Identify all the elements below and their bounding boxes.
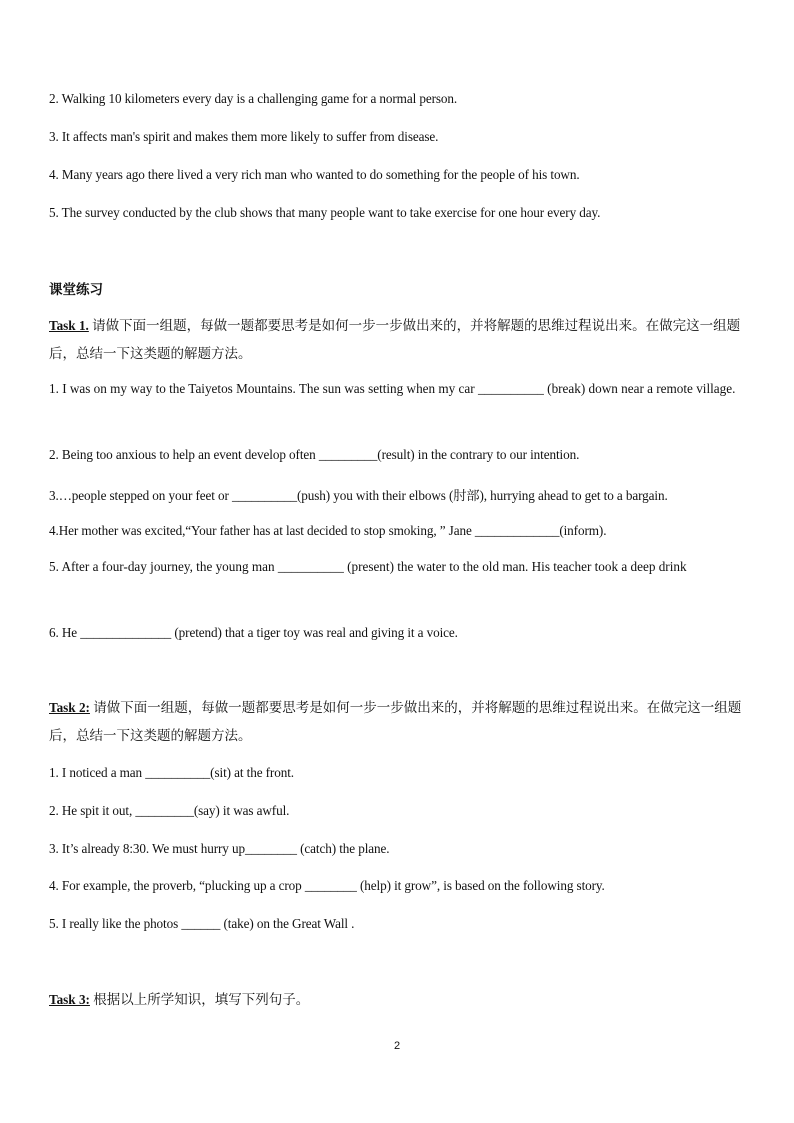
task1-item-5: 5. After a four-day journey, the young man __________ (present) the water to the old man. His teacher took a deep drink	[49, 559, 687, 574]
task1-item-2: 2. Being too anxious to help an event develop often _________(result) in the contrary to our intention.	[49, 447, 580, 462]
task2-instruction-block	[49, 694, 749, 750]
task1-item-1: 1. I was on my way to the Taiyetos Mountains. The sun was setting when my car __________ (break) down near a remote village.	[49, 381, 736, 396]
task2-item-5: 5. I really like the photos ______ (take) on the Great Wall .	[49, 916, 355, 931]
task2-item-1: 1. I noticed a man __________(sit) at the front.	[49, 765, 294, 780]
task2-item-4: 4. For example, the proverb, “plucking up a crop ________ (help) it grow”, is based on the following story.	[49, 878, 605, 893]
task1-item-6: 6. He ______________ (pretend) that a tiger toy was real and giving it a voice.	[49, 625, 458, 640]
sentence-4: 4. Many years ago there lived a very rich man who wanted to do something for the people of his town.	[49, 167, 580, 182]
task1-instruction-block	[49, 312, 749, 368]
page-number: 2	[393, 1040, 401, 1052]
task2-item-3: 3. It’s already 8:30. We must hurry up________ (catch) the plane.	[49, 841, 390, 856]
task2-instruction: 请做下面一组题，每做一题都要思考是如何一步一步做出来的，并将解题的思维过程说出来。在做完这一组题后，总结一下这类题的解题方法。	[49, 700, 742, 744]
task1-label: Task 1.	[49, 318, 89, 333]
task2-label: Task 2:	[49, 700, 90, 715]
task2-item-2: 2. He spit it out, _________(say) it was awful.	[49, 803, 290, 818]
task1-item-4: 4.Her mother was excited,“Your father has at last decided to stop smoking, ” Jane _____________(inform).	[49, 523, 607, 538]
section-heading: 课堂练习	[49, 282, 103, 298]
task3-instruction-block	[49, 986, 749, 1014]
task3-label: Task 3:	[49, 992, 90, 1007]
sentence-2: 2. Walking 10 kilometers every day is a challenging game for a normal person.	[49, 91, 458, 106]
task1-instruction: 请做下面一组题，每做一题都要思考是如何一步一步做出来的，并将解题的思维过程说出来。在做完这一组题后，总结一下这类题的解题方法。	[49, 318, 741, 362]
sentence-3: 3. It affects man's spirit and makes them more likely to suffer from disease.	[49, 129, 439, 144]
task3-instruction: 根据以上所学知识，填写下列句子。	[93, 992, 310, 1008]
task1-item-3: 3.…people stepped on your feet or __________(push) you with their elbows (肘部), hurrying ahead to get to a bargain.	[49, 488, 668, 503]
sentence-5: 5. The survey conducted by the club shows that many people want to take exercise for one hour every day.	[49, 205, 601, 220]
